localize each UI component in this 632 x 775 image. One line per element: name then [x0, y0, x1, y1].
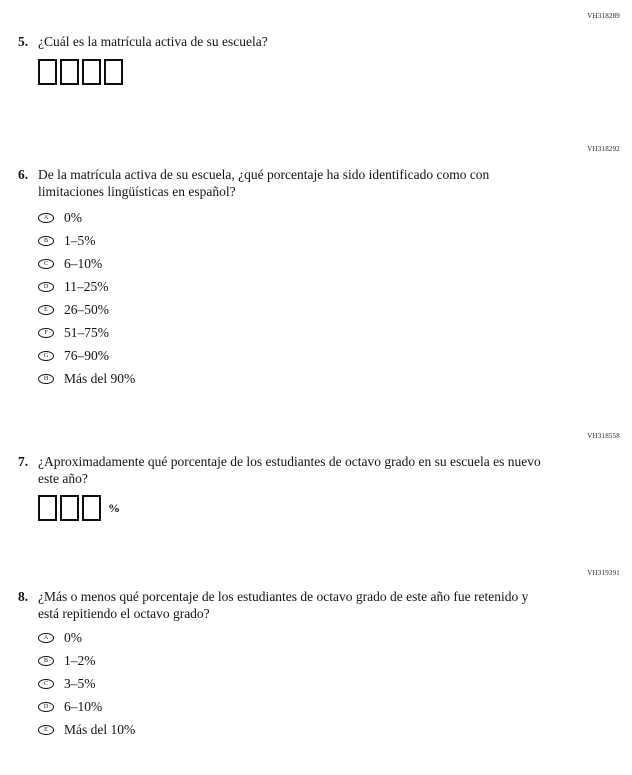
- answer-option[interactable]: [38, 698, 632, 716]
- question-text: ¿Cuál es la matrícula activa de su escuela?: [38, 34, 268, 49]
- question-number: 7.: [18, 453, 29, 469]
- item-code: VH318289: [587, 12, 620, 20]
- response-oval-icon[interactable]: [38, 305, 54, 315]
- option-label: 3–5%: [64, 676, 96, 692]
- oval-letter: E: [44, 306, 48, 313]
- option-label: 6–10%: [64, 255, 103, 271]
- answer-option[interactable]: [38, 301, 632, 319]
- oval-letter: B: [43, 237, 48, 244]
- option-label: 76–90%: [64, 347, 109, 363]
- question-number: 5.: [18, 34, 29, 49]
- write-in-box[interactable]: [82, 495, 101, 521]
- answer-option[interactable]: [38, 721, 632, 739]
- question-number: 8.: [18, 589, 29, 605]
- write-in-box[interactable]: [38, 495, 57, 521]
- response-oval-icon[interactable]: [38, 236, 54, 246]
- item-code: VH318558: [587, 431, 620, 440]
- write-in-answer: [0, 59, 632, 85]
- oval-letter: G: [43, 352, 49, 359]
- write-in-box[interactable]: [60, 59, 79, 85]
- question-text: ¿Más o menos qué porcentaje de los estudiantes de octavo grado de este año fue retenido y está repitiendo el octavo grado?: [38, 589, 529, 622]
- response-oval-icon[interactable]: [38, 725, 54, 735]
- option-label: 0%: [64, 209, 82, 225]
- oval-letter: C: [43, 260, 48, 267]
- option-label: 11–25%: [64, 278, 109, 294]
- option-label: Más del 90%: [64, 370, 136, 386]
- response-oval-icon[interactable]: [38, 374, 54, 384]
- item-code: VH319391: [587, 569, 620, 578]
- answer-option[interactable]: [38, 675, 632, 693]
- option-label: 51–75%: [64, 324, 109, 340]
- question-text: ¿Aproximadamente qué porcentaje de los estudiantes de octavo grado en su escuela es nuevo este año?: [38, 453, 541, 486]
- option-label: 1–2%: [64, 653, 96, 669]
- item-code: VH318292: [587, 144, 620, 153]
- option-label: Más del 10%: [64, 722, 136, 738]
- response-oval-icon[interactable]: [38, 351, 54, 361]
- answer-option[interactable]: [38, 209, 632, 227]
- oval-letter: A: [43, 635, 49, 642]
- questionnaire-page: [0, 12, 632, 739]
- answer-option[interactable]: [38, 324, 632, 342]
- response-oval-icon[interactable]: [38, 702, 54, 712]
- response-oval-icon[interactable]: [38, 679, 54, 689]
- question-section-8: [0, 569, 632, 739]
- question-section-7: [0, 432, 632, 522]
- answer-option[interactable]: [38, 629, 632, 647]
- write-in-answer: [0, 495, 632, 521]
- option-label: 1–5%: [64, 232, 96, 248]
- response-oval-icon[interactable]: [38, 328, 54, 338]
- question-text: De la matrícula activa de su escuela, ¿qué porcentaje ha sido identificado como con limitaciones lingüísticas en español?: [38, 166, 490, 199]
- answer-option[interactable]: [38, 347, 632, 365]
- answer-options: [0, 629, 632, 739]
- response-oval-icon[interactable]: [38, 633, 54, 643]
- oval-letter: A: [43, 214, 49, 221]
- oval-letter: H: [43, 375, 49, 382]
- oval-letter: E: [44, 727, 48, 734]
- response-oval-icon[interactable]: [38, 213, 54, 223]
- option-label: 0%: [64, 630, 82, 646]
- option-label: 6–10%: [64, 699, 103, 715]
- oval-letter: D: [43, 704, 49, 711]
- oval-letter: D: [43, 283, 49, 290]
- response-oval-icon[interactable]: [38, 282, 54, 292]
- oval-letter: C: [43, 681, 48, 688]
- question-section-5: [0, 12, 632, 85]
- question-section-6: [0, 145, 632, 388]
- percent-sign: %: [108, 500, 120, 515]
- question-number: 6.: [18, 166, 29, 182]
- answer-options: [0, 209, 632, 388]
- response-oval-icon[interactable]: [38, 656, 54, 666]
- write-in-box[interactable]: [104, 59, 123, 85]
- write-in-box[interactable]: [38, 59, 57, 85]
- answer-option[interactable]: [38, 370, 632, 388]
- answer-option[interactable]: [38, 652, 632, 670]
- answer-option[interactable]: [38, 232, 632, 250]
- oval-letter: F: [44, 329, 48, 336]
- write-in-box[interactable]: [60, 495, 79, 521]
- response-oval-icon[interactable]: [38, 259, 54, 269]
- oval-letter: B: [43, 658, 48, 665]
- write-in-box[interactable]: [82, 59, 101, 85]
- answer-option[interactable]: [38, 255, 632, 273]
- answer-option[interactable]: [38, 278, 632, 296]
- option-label: 26–50%: [64, 301, 109, 317]
